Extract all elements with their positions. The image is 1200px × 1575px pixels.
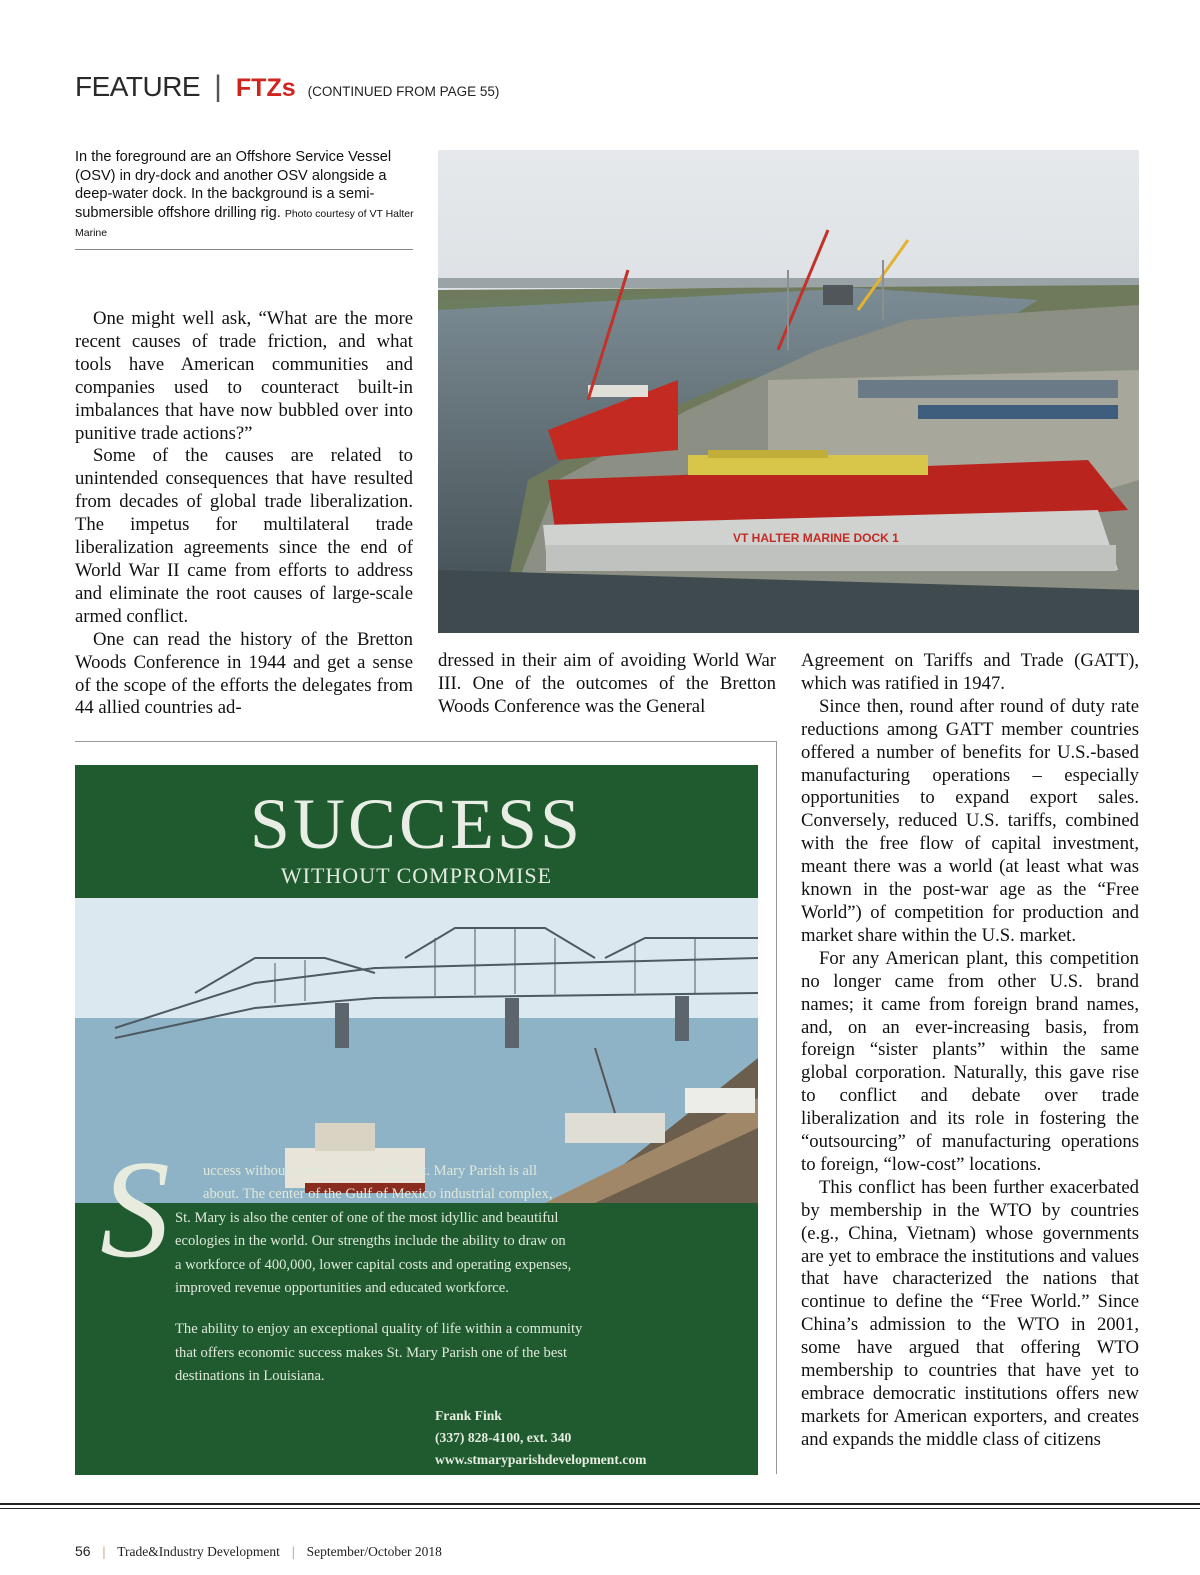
ad-line: ecologies in the world. Our strengths include the ability to draw on	[175, 1233, 566, 1250]
footer-rule-thin	[0, 1508, 1200, 1509]
caption-text: In the foreground are an Offshore Service Vessel (OSV) in dry-dock and another OSV alongside a deep-water dock. In the background is a semi-submersible offshore drilling rig.	[75, 149, 392, 221]
ad-title: SUCCESS	[249, 784, 584, 864]
st-mary-parish-ad	[75, 765, 758, 1475]
paragraph: One can read the history of the Bretton Woods Conference in 1944 and get a sense of the scope of the efforts the delegates from 44 allied countries ad-	[75, 628, 413, 719]
ad-frame-right	[776, 741, 777, 1474]
contact-name: Frank Fink	[435, 1408, 502, 1423]
issue-date: September/October 2018	[306, 1544, 442, 1559]
ad-line: destinations in Louisiana.	[175, 1368, 325, 1385]
header-separator: |	[214, 70, 222, 103]
page-footer	[75, 1543, 442, 1560]
shipyard-photo	[438, 150, 1139, 633]
feature-label: FEATURE	[75, 71, 201, 102]
footer-separator: |	[102, 1544, 106, 1559]
photo-credit: Photo courtesy of VT Halter Marine	[75, 207, 414, 240]
contact-phone: (337) 828-4100, ext. 340	[435, 1430, 572, 1445]
article-column-3	[801, 650, 1139, 1452]
article-column-2	[438, 650, 776, 719]
paragraph: For any American plant, this competition no longer came from other U.S. brand names; it came from foreign brand names, and, on an ever-increasing basis, from foreign “sister plants” within the same global corporation. Naturally, this gave rise to conflict and debate over trade liberalization and its role in fostering the “outsourcing” of manufacturing operations to foreign, “low-cost” locations.	[801, 947, 1139, 1175]
footer-rule	[0, 1503, 1200, 1505]
ad-subtitle: WITHOUT COMPROMISE	[280, 863, 553, 888]
caption-divider	[75, 249, 413, 250]
paragraph: dressed in their aim of avoiding World War III. One of the outcomes of the Bretton Woods Conference was the General	[438, 650, 776, 717]
ad-line: a workforce of 400,000, lower capital costs and operating expenses,	[175, 1256, 572, 1273]
ad-line: uccess without compromise is what St. Mary Parish is all	[203, 1163, 537, 1179]
ad-contact	[435, 1405, 646, 1471]
dock-sign: VT HALTER MARINE DOCK 1	[733, 531, 899, 545]
ad-body	[175, 1160, 735, 1407]
ad-frame-top	[75, 741, 776, 742]
ad-paragraph-2	[175, 1318, 735, 1388]
paragraph: One might well ask, “What are the more recent causes of trade friction, and what tools have American communities and companies used to counteract built-in imbalances that have now bubbled over into punitive trade actions?”	[75, 308, 413, 444]
ad-line: St. Mary is also the center of one of the most idyllic and beautiful	[175, 1209, 559, 1226]
paragraph: Agreement on Tariffs and Trade (GATT), which was ratified in 1947.	[801, 650, 1139, 694]
section-header	[75, 70, 499, 106]
paragraph: This conflict has been further exacerbated by membership in the WTO by countries (e.g., China, Vietnam) whose governments are yet to embrace the institutions and values that have characterized the nations that continue to define the “Free World.” Since China’s admission to the WTO in 2001, some have argued that offering WTO membership to countries that have yet to embrace democratic institutions offers new markets for American exporters, and creates and expands the middle class of citizens	[801, 1176, 1139, 1450]
footer-separator: |	[291, 1544, 295, 1559]
ad-line: that offers economic success makes St. Mary Parish one of the best	[175, 1344, 568, 1361]
article-column-1	[75, 308, 413, 720]
paragraph: Since then, round after round of duty rate reductions among GATT member countries offered a number of benefits for U.S.-based manufacturing operations – especially opportunities to expand export sales. Conversely, reduced U.S. tariffs, combined with the free flow of capital investment, meant there was a world (at least what was known in the post-war age as the “Free World”) of competition for production and market share within the U.S. market.	[801, 695, 1139, 946]
ad-line: improved revenue opportunities and educated workforce.	[175, 1280, 509, 1297]
contact-url[interactable]: www.stmaryparishdevelopment.com	[435, 1452, 647, 1467]
ad-line: about. The center of the Gulf of Mexico industrial complex,	[203, 1186, 553, 1203]
paragraph: Some of the causes are related to unintended consequences that have resulted from decades of global trade liberalization. The impetus for multilateral trade liberalization agreements since the end of World War II came from efforts to address and eliminate the root causes of large-scale armed conflict.	[75, 445, 413, 627]
ad-drop-cap: S	[100, 1132, 170, 1287]
photo-caption	[75, 148, 415, 243]
publication-name: Trade&Industry Development	[117, 1544, 280, 1559]
ad-paragraph-1	[175, 1160, 735, 1300]
ad-line: The ability to enjoy an exceptional quality of life within a community	[175, 1321, 583, 1338]
section-title: FTZs	[235, 74, 296, 102]
page-number: 56	[75, 1543, 91, 1559]
continued-note: (CONTINUED FROM PAGE 55)	[307, 84, 500, 99]
bridge-photo	[75, 898, 758, 1203]
